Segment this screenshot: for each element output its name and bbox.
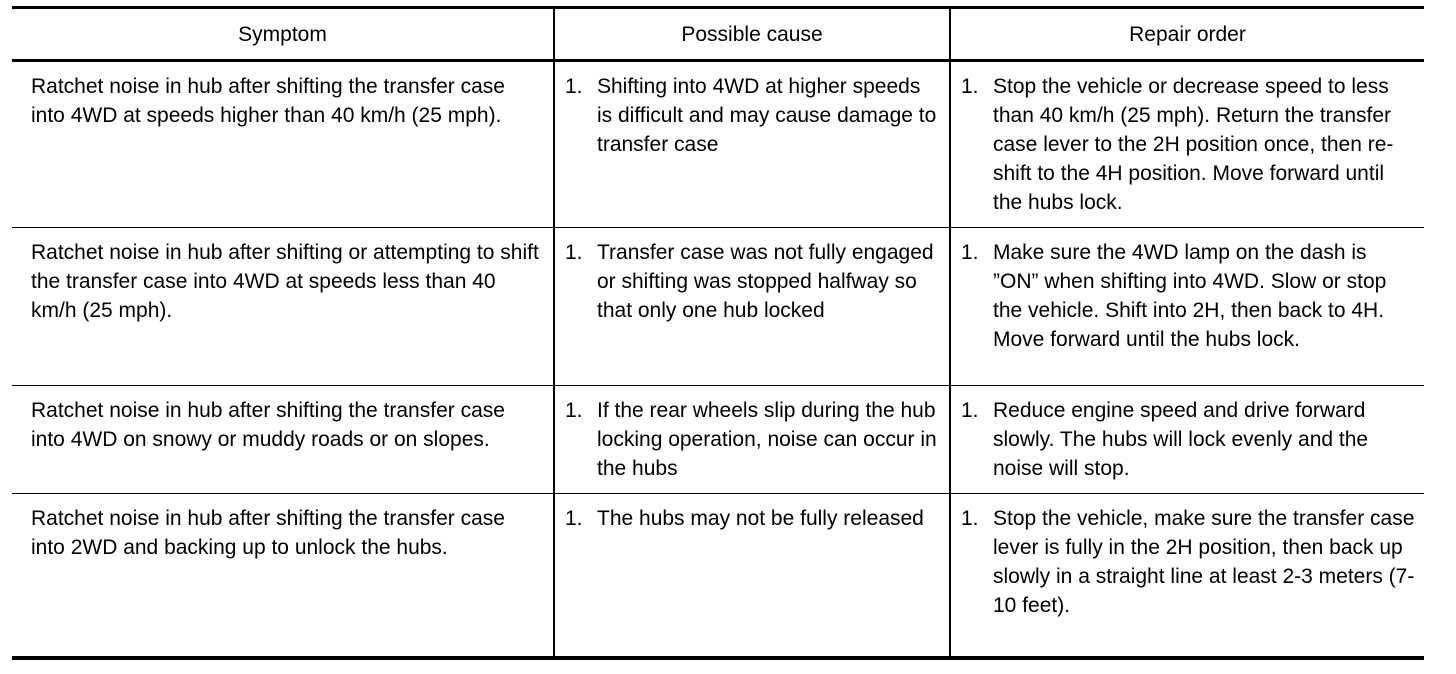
repair-cell xyxy=(950,494,1424,659)
symptom-cell xyxy=(12,228,554,386)
cause-text: Transfer case was not fully engaged or shifting was stopped halfway so that only one hub locked xyxy=(597,241,934,322)
repair-text: Stop the vehicle, make sure the transfer case lever is fully in the 2H position, then back up slowly in a straight line at least 2-3 meters (7-10 feet). xyxy=(993,507,1415,617)
cause-cell xyxy=(554,61,950,228)
repair-text: Stop the vehicle or decrease speed to less than 40 km/h (25 mph). Return the transfer case lever to the 2H position once, then re-shift to the 4H position. Move forward until the hubs lock. xyxy=(993,75,1394,214)
repair-cell xyxy=(950,61,1424,228)
symptom-cell xyxy=(12,386,554,494)
cause-cell xyxy=(554,386,950,494)
header-repair-order: Repair order xyxy=(950,8,1424,61)
cause-text: Shifting into 4WD at higher speeds is difficult and may cause damage to transfer case xyxy=(597,75,937,156)
symptom-cell xyxy=(12,61,554,228)
cause-cell xyxy=(554,494,950,659)
header-possible-cause: Possible cause xyxy=(554,8,950,61)
cause-item xyxy=(555,494,949,543)
cause-cell xyxy=(554,228,950,386)
repair-item xyxy=(951,494,1424,630)
repair-number: 1. xyxy=(961,241,979,264)
cause-text: The hubs may not be fully released xyxy=(597,507,924,530)
repair-item xyxy=(951,228,1424,364)
troubleshooting-table xyxy=(12,6,1424,660)
symptom-text: Ratchet noise in hub after shifting the transfer case into 4WD at speeds higher than 40 km/h (25 mph). xyxy=(31,75,505,127)
table-row xyxy=(12,386,1424,494)
cause-number: 1. xyxy=(565,507,583,530)
symptom-text: Ratchet noise in hub after shifting or attempting to shift the transfer case into 4WD at speeds less than 40 km/h (25 mph). xyxy=(31,241,539,322)
cause-item xyxy=(555,62,949,169)
cause-number: 1. xyxy=(565,241,583,264)
repair-item xyxy=(951,62,1424,227)
table-row xyxy=(12,228,1424,386)
symptom-text: Ratchet noise in hub after shifting the transfer case into 2WD and backing up to unlock the hubs. xyxy=(31,507,505,559)
symptom-text: Ratchet noise in hub after shifting the transfer case into 4WD on snowy or muddy roads or on slopes. xyxy=(31,399,505,451)
cause-number: 1. xyxy=(565,399,583,422)
cause-item xyxy=(555,386,949,493)
repair-number: 1. xyxy=(961,399,979,422)
repair-cell xyxy=(950,228,1424,386)
repair-text: Reduce engine speed and drive forward slowly. The hubs will lock evenly and the noise will stop. xyxy=(993,399,1369,480)
table-row xyxy=(12,61,1424,228)
repair-number: 1. xyxy=(961,75,979,98)
symptom-cell xyxy=(12,494,554,659)
repair-number: 1. xyxy=(961,507,979,530)
cause-text: If the rear wheels slip during the hub locking operation, noise can occur in the hubs xyxy=(597,399,937,480)
table-header-row xyxy=(12,8,1424,61)
table-row xyxy=(12,494,1424,659)
header-symptom: Symptom xyxy=(238,22,327,46)
repair-item xyxy=(951,386,1424,493)
cause-number: 1. xyxy=(565,75,583,98)
repair-text: Make sure the 4WD lamp on the dash is ”ON” when shifting into 4WD. Slow or stop the vehicle. Shift into 2H, then back to 4H. Move forward until the hubs lock. xyxy=(993,241,1387,351)
repair-cell xyxy=(950,386,1424,494)
cause-item xyxy=(555,228,949,335)
